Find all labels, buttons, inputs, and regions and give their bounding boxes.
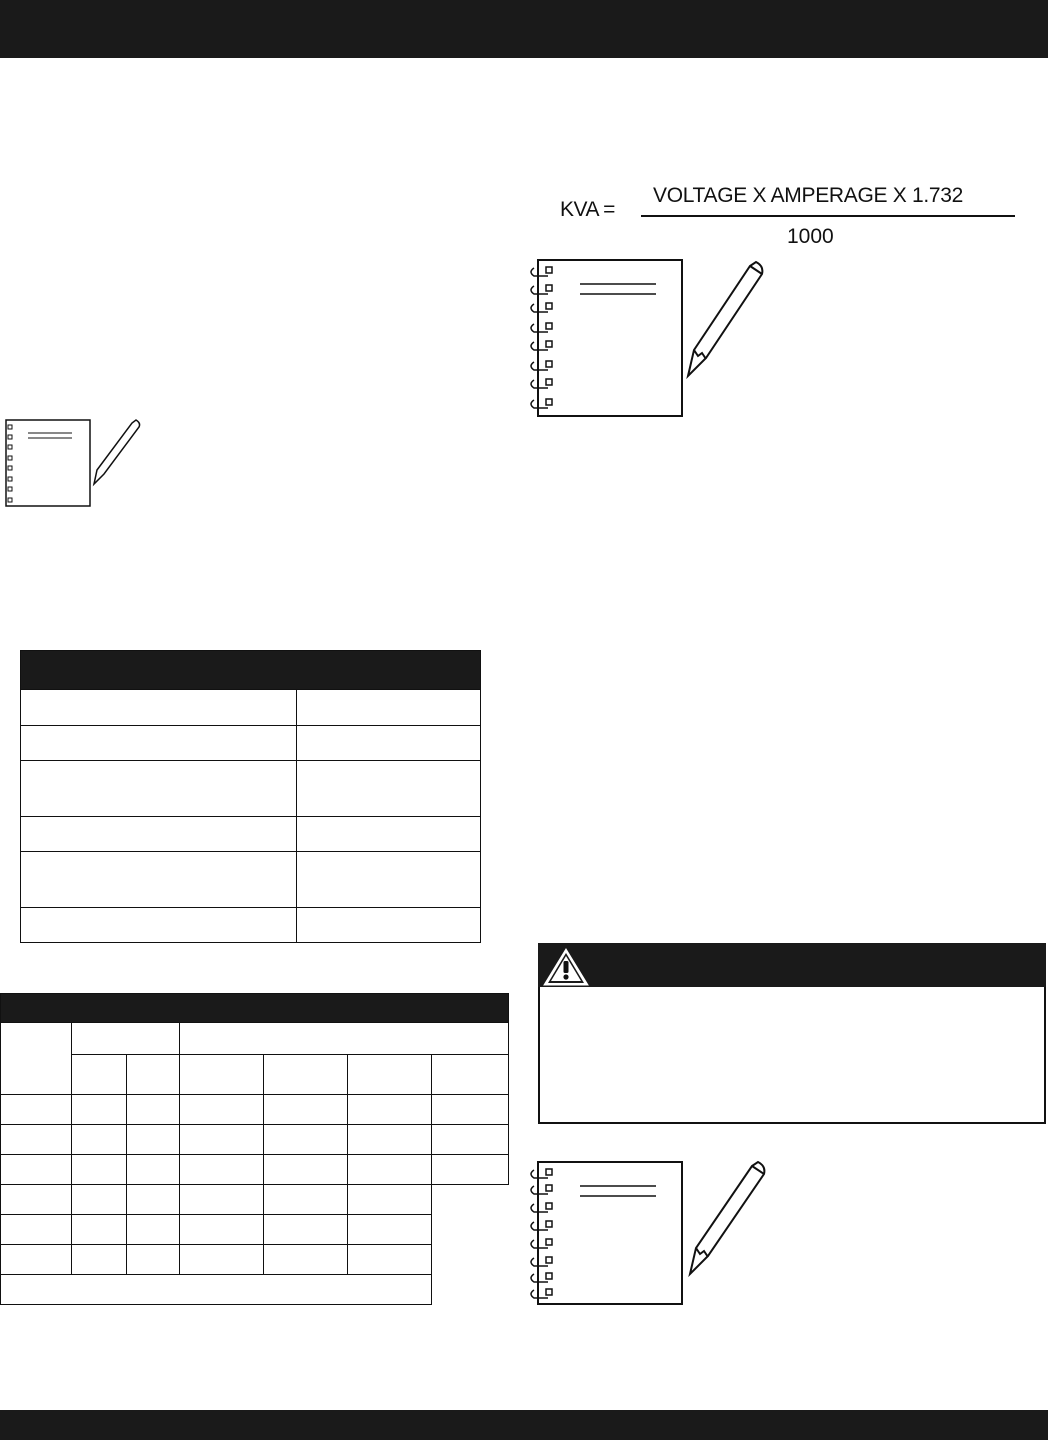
spec-cell — [297, 761, 481, 817]
data-cell — [1, 1185, 72, 1215]
data-cell — [180, 1095, 264, 1125]
data-cell — [432, 1055, 509, 1095]
footer-band — [0, 1410, 1048, 1440]
data-cell — [1, 1215, 72, 1245]
notebook-pencil-icon — [528, 254, 778, 420]
data-cell — [72, 1155, 127, 1185]
data-cell — [72, 1245, 127, 1275]
notebook-pencil-icon — [528, 1156, 778, 1308]
data-cell — [348, 1185, 432, 1215]
spec-cell — [21, 761, 297, 817]
data-cell — [180, 1215, 264, 1245]
data-cell — [127, 1245, 180, 1275]
data-cell — [432, 1095, 509, 1125]
data-cell — [180, 1023, 509, 1055]
data-cell — [127, 1055, 180, 1095]
data-cell — [1, 1155, 72, 1185]
data-cell-empty — [432, 1215, 509, 1245]
data-cell — [72, 1055, 127, 1095]
spec-table-header — [21, 651, 481, 690]
spec-cell — [297, 817, 481, 852]
data-cell — [264, 1185, 348, 1215]
data-cell — [348, 1125, 432, 1155]
formula-denominator: 1000 — [787, 225, 834, 248]
data-table — [0, 993, 509, 1305]
data-cell — [348, 1215, 432, 1245]
spec-cell — [21, 690, 297, 726]
kva-formula — [560, 180, 1030, 250]
data-cell — [348, 1155, 432, 1185]
spec-cell — [297, 908, 481, 943]
data-cell — [264, 1055, 348, 1095]
data-cell-empty — [432, 1245, 509, 1275]
data-cell — [127, 1155, 180, 1185]
data-cell — [127, 1095, 180, 1125]
warning-header — [538, 943, 1046, 987]
spec-cell — [297, 726, 481, 761]
data-table-header — [1, 994, 509, 1023]
spec-cell — [21, 726, 297, 761]
data-cell — [348, 1055, 432, 1095]
data-cell-empty — [432, 1275, 509, 1305]
data-cell — [72, 1023, 180, 1055]
data-cell — [127, 1125, 180, 1155]
data-cell — [180, 1185, 264, 1215]
formula-numerator: VOLTAGE X AMPERAGE X 1.732 — [653, 184, 964, 207]
data-cell — [72, 1125, 127, 1155]
data-cell — [1, 1245, 72, 1275]
data-cell — [1, 1095, 72, 1125]
formula-lhs: KVA = — [560, 198, 615, 221]
data-cell — [180, 1245, 264, 1275]
data-cell — [348, 1095, 432, 1125]
data-cell — [127, 1185, 180, 1215]
data-cell — [72, 1185, 127, 1215]
data-cell-empty — [432, 1185, 509, 1215]
data-cell — [432, 1125, 509, 1155]
warning-body — [538, 987, 1046, 1124]
data-cell — [1, 1125, 72, 1155]
spec-cell — [297, 852, 481, 908]
data-cell — [264, 1215, 348, 1245]
data-cell — [264, 1125, 348, 1155]
data-cell — [264, 1095, 348, 1125]
data-cell — [72, 1095, 127, 1125]
data-cell — [348, 1245, 432, 1275]
data-cell — [180, 1125, 264, 1155]
data-cell — [264, 1245, 348, 1275]
data-cell — [72, 1215, 127, 1245]
spec-table — [20, 650, 481, 943]
data-table-footer — [1, 1275, 432, 1305]
fraction-bar — [641, 215, 1015, 217]
data-cell — [264, 1155, 348, 1185]
warning-triangle-icon — [542, 947, 590, 987]
spec-cell — [21, 817, 297, 852]
data-cell — [432, 1155, 509, 1185]
spec-cell — [21, 852, 297, 908]
warning-box — [538, 943, 1046, 1126]
data-cell — [127, 1215, 180, 1245]
spec-cell — [297, 690, 481, 726]
notebook-pencil-icon — [0, 416, 146, 508]
spec-cell — [21, 908, 297, 943]
data-cell — [180, 1055, 264, 1095]
data-cell — [180, 1155, 264, 1185]
data-cell — [1, 1023, 72, 1095]
header-band — [0, 0, 1048, 58]
